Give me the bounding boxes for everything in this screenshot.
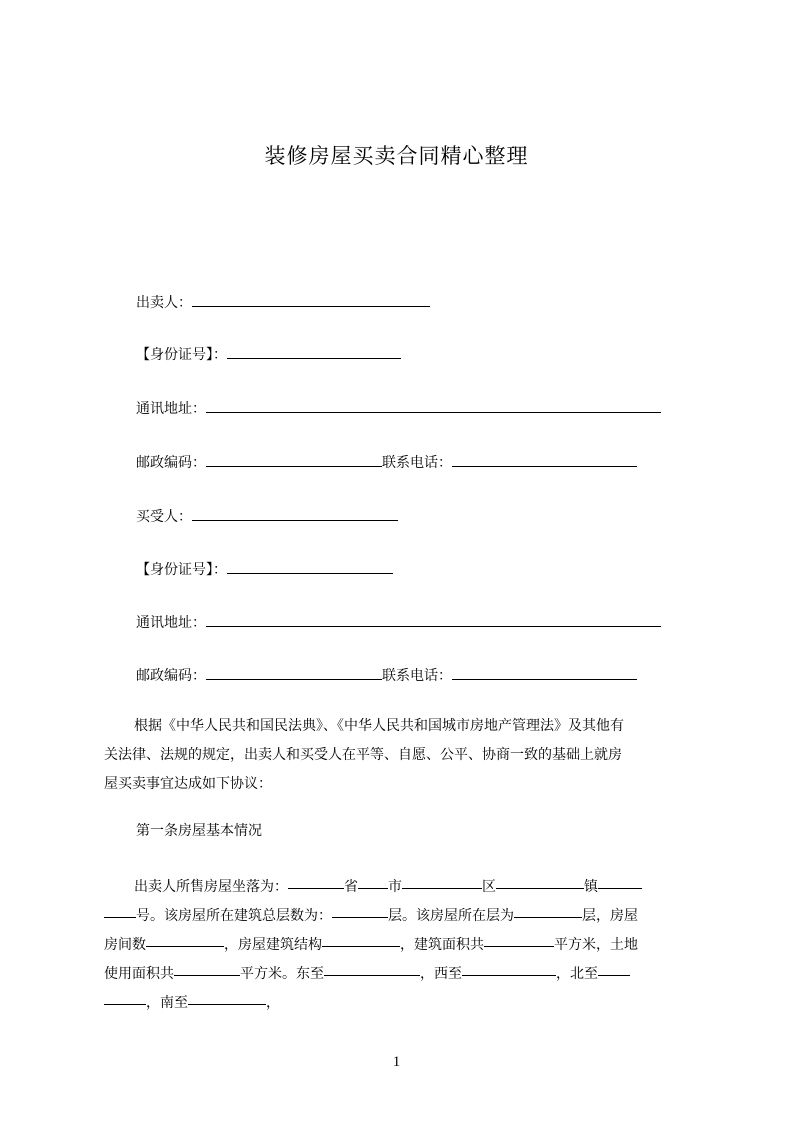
seller-name-line xyxy=(136,291,430,314)
land-area-label: 使用面积共 xyxy=(104,966,174,982)
buyer-id-blank[interactable] xyxy=(227,558,393,574)
seller-name-blank[interactable] xyxy=(192,291,430,307)
west-blank[interactable] xyxy=(462,960,556,976)
preamble-row-3 xyxy=(104,770,702,799)
buyer-name-line xyxy=(136,505,398,528)
number-blank[interactable] xyxy=(104,902,136,918)
buyer-name-label: 买受人： xyxy=(136,509,192,525)
buyer-contact-line xyxy=(136,664,637,687)
seller-contact-line xyxy=(136,451,637,474)
preamble-row-2 xyxy=(104,741,702,770)
floor-blank[interactable] xyxy=(514,902,582,918)
north-label: ，北至 xyxy=(556,966,598,982)
province-label: 省 xyxy=(344,879,358,895)
seller-address-line xyxy=(136,397,661,420)
rooms-blank[interactable] xyxy=(146,931,224,947)
number-label: 号。该房屋所在建筑总层数为： xyxy=(136,908,332,924)
preamble-text-3: 屋买卖事宜达成如下协议： xyxy=(104,776,272,792)
town-label: 镇 xyxy=(584,879,598,895)
buyer-phone-blank[interactable] xyxy=(452,664,637,680)
article-1-row-2 xyxy=(104,902,702,931)
preamble-text-1: 根据《中华人民共和国民法典》、《中华人民共和国城市房地产管理法》及其他有 xyxy=(134,718,624,734)
east-blank[interactable] xyxy=(324,960,420,976)
east-label: 平方米。东至 xyxy=(240,966,324,982)
city-blank[interactable] xyxy=(358,873,388,889)
end-comma: ， xyxy=(266,995,280,1011)
north-blank[interactable] xyxy=(598,960,630,976)
street-blank[interactable] xyxy=(598,873,642,889)
district-label: 区 xyxy=(482,879,496,895)
buyer-id-label: 【身份证号】： xyxy=(136,562,227,578)
seller-address-label: 通讯地址： xyxy=(136,401,206,417)
seller-name-label: 出卖人： xyxy=(136,295,192,311)
seller-postcode-blank[interactable] xyxy=(206,451,382,467)
buyer-address-blank[interactable] xyxy=(206,611,661,627)
buyer-phone-label: 联系电话： xyxy=(382,668,452,684)
buyer-postcode-label: 邮政编码： xyxy=(136,668,206,684)
seller-id-blank[interactable] xyxy=(227,343,401,359)
location-label: 出卖人所售房屋坐落为： xyxy=(134,879,288,895)
document-title: 装修房屋买卖合同精心整理 xyxy=(264,144,529,168)
buyer-address-label: 通讯地址： xyxy=(136,615,206,631)
rooms-label: 房间数 xyxy=(104,937,146,953)
article-1-row-1 xyxy=(104,873,702,902)
buyer-postcode-blank[interactable] xyxy=(206,664,382,680)
structure-blank[interactable] xyxy=(322,931,400,947)
area-unit-label: 平方米，土地 xyxy=(554,937,638,953)
article-1-row-3 xyxy=(104,931,702,960)
article-1-heading: 第一条房屋基本情况 xyxy=(136,823,262,839)
seller-address-blank[interactable] xyxy=(206,397,661,413)
seller-id-label: 【身份证号】： xyxy=(136,347,227,363)
seller-postcode-label: 邮政编码： xyxy=(136,455,206,471)
land-area-blank[interactable] xyxy=(174,960,240,976)
north-blank-cont[interactable] xyxy=(104,989,146,1005)
area-label: ，建筑面积共 xyxy=(400,937,484,953)
buyer-name-blank[interactable] xyxy=(192,505,398,521)
total-floors-blank[interactable] xyxy=(332,902,388,918)
seller-phone-blank[interactable] xyxy=(452,451,637,467)
seller-phone-label: 联系电话： xyxy=(382,455,452,471)
structure-label: ，房屋建筑结构 xyxy=(224,937,322,953)
page-number: 1 xyxy=(392,1054,401,1070)
buyer-address-line xyxy=(136,611,661,634)
preamble-row-1 xyxy=(104,712,702,741)
article-1-row-5 xyxy=(104,989,702,1018)
district-blank[interactable] xyxy=(402,873,482,889)
province-blank[interactable] xyxy=(288,873,344,889)
area-blank[interactable] xyxy=(484,931,554,947)
city-label: 市 xyxy=(388,879,402,895)
total-floors-label: 层。该房屋所在层为 xyxy=(388,908,514,924)
preamble-paragraph xyxy=(104,712,702,799)
south-label: ，南至 xyxy=(146,995,188,1011)
preamble-text-2: 关法律、法规的规定，出卖人和买受人在平等、自愿、公平、协商一致的基础上就房 xyxy=(104,747,622,763)
article-1-paragraph xyxy=(104,873,702,1018)
seller-id-line xyxy=(136,343,401,366)
buyer-id-line xyxy=(136,558,393,581)
south-blank[interactable] xyxy=(188,989,266,1005)
town-blank[interactable] xyxy=(496,873,584,889)
article-1-row-4 xyxy=(104,960,702,989)
west-label: ，西至 xyxy=(420,966,462,982)
floor-label: 层，房屋 xyxy=(582,908,638,924)
